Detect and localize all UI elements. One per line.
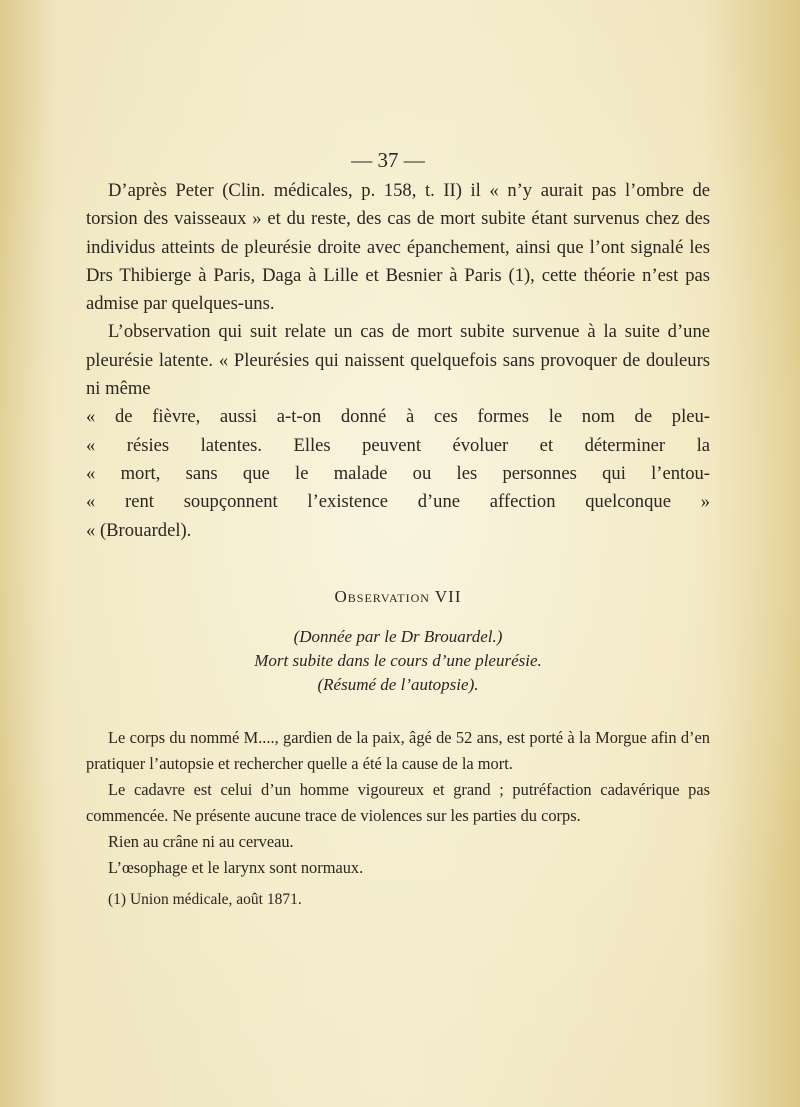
footnote: (1) Union médicale, août 1871. (108, 890, 302, 908)
quote-line: « mort, sans que le malade ou les personnes qui l’entou- (86, 462, 710, 484)
observation-paragraph: Rien au crâne ni au cerveau. (108, 831, 294, 851)
document-page (86, 148, 710, 909)
observation-paragraph: Le corps du nommé M...., gardien de la paix, âgé de 52 ans, est porté à la Morgue afin d’en pratiquer l’autopsie et rechercher quelle a été la cause de la mort. (86, 727, 710, 773)
observation-source: (Donnée par le Dr Brouardel.) (293, 626, 503, 646)
observation-paragraph: Le cadavre est celui d’un homme vigoureux et grand ; putréfaction cadavérique pas commencée. Ne présente aucune trace de violences sur les parties du corps. (86, 779, 710, 825)
observation-body (86, 725, 710, 881)
observation-paragraph: L’œsophage et le larynx sont normaux. (108, 857, 364, 877)
observation-heading: Mort subite dans le cours d’une pleurésie. (254, 650, 542, 670)
paragraph-peter: D’après Peter (Clin. médicales, p. 158, t. II) il « n’y aurait pas l’ombre de torsion des vaisseaux » et du reste, des cas de mort subite étant survenus chez des individus atteints de pleurésie droite avec épanchement, ainsi que l’ont signalé les Drs Thibierge à Paris, Daga à Lille et Besnier à Paris (1), cette théorie n’est pas admise par quelques-uns. (86, 180, 710, 315)
observation-title: Observation VII (334, 586, 462, 606)
quote-line: « de fièvre, aussi a-t-on donné à ces formes le nom de pleu- (86, 406, 710, 428)
quote-block (86, 403, 710, 544)
quote-line: « résies latentes. Elles peuvent évoluer et déterminer la (86, 434, 710, 456)
quote-line: « rent soupçonnent l’existence d’une affection quelconque » (86, 491, 710, 513)
observation-summary-label: (Résumé de l’autopsie). (317, 674, 479, 694)
paragraph-observation-intro: L’observation qui suit relate un cas de mort subite survenue à la suite d’une pleurésie latente. « Pleurésies qui naissent quelquefois sans provoquer de douleurs ni même (86, 321, 710, 400)
page-number: — 37 — (351, 148, 425, 172)
quote-line: « (Brouardel). (86, 519, 192, 541)
